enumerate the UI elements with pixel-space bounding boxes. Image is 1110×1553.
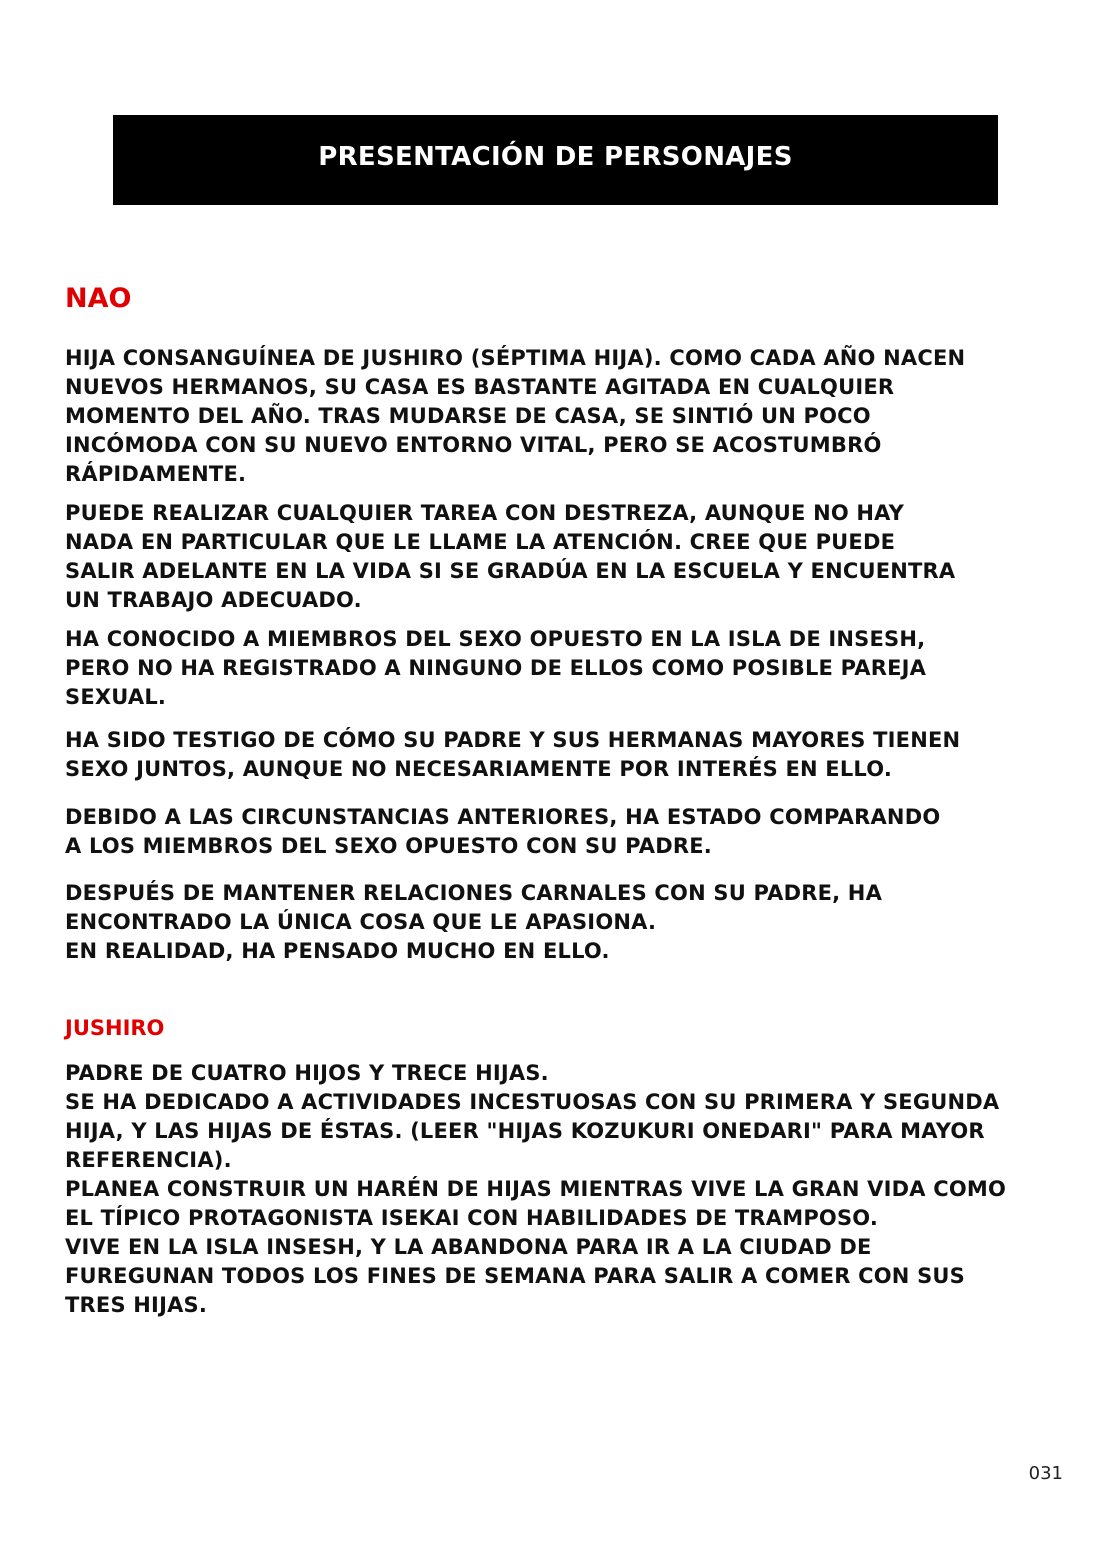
nao-paragraph-6 bbox=[65, 879, 1075, 966]
nao-bio-text: HIJA CONSANGUÍNEA DE JUSHIRO (SÉPTIMA HIJA). COMO CADA AÑO NACEN NUEVOS HERMANOS, SU CASA ES BASTANTE AGITADA EN CUALQUIER MOMENTO DEL AÑO. TRAS MUDARSE DE CASA, SE SINTIÓ UN POCO INCÓMODA CON SU NUEVO ENTORNO VITAL, PERO SE ACOSTUMBRÓ RÁPIDAMENTE. bbox=[65, 346, 966, 486]
nao-bio-text: HA CONOCIDO A MIEMBROS DEL SEXO OPUESTO EN LA ISLA DE INSESH, PERO NO HA REGISTRADO A NINGUNO DE ELLOS COMO POSIBLE PAREJA SEXUAL. bbox=[65, 627, 927, 709]
jushiro-paragraph-1 bbox=[65, 1059, 1075, 1320]
nao-paragraph-5 bbox=[65, 803, 1075, 861]
nao-paragraph-3 bbox=[65, 625, 1075, 712]
character-name-jushiro: JUSHIRO bbox=[65, 1016, 165, 1040]
character-section-jushiro bbox=[65, 1016, 1075, 1040]
title-banner bbox=[113, 115, 998, 205]
nao-paragraph-4 bbox=[65, 726, 1075, 784]
nao-bio-text: DESPUÉS DE MANTENER RELACIONES CARNALES CON SU PADRE, HA ENCONTRADO LA ÚNICA COSA QUE LE APASIONA. EN REALIDAD, HA PENSADO MUCHO EN ELLO. bbox=[65, 881, 883, 963]
nao-bio-text: HA SIDO TESTIGO DE CÓMO SU PADRE Y SUS HERMANAS MAYORES TIENEN SEXO JUNTOS, AUNQUE NO NECESARIAMENTE POR INTERÉS EN ELLO. bbox=[65, 728, 961, 781]
character-section-nao bbox=[65, 283, 1075, 314]
page-title: PRESENTACIÓN DE PERSONAJES bbox=[318, 142, 793, 172]
character-name-nao: NAO bbox=[65, 283, 132, 314]
nao-bio-text: PUEDE REALIZAR CUALQUIER TAREA CON DESTREZA, AUNQUE NO HAY NADA EN PARTICULAR QUE LE LLAME LA ATENCIÓN. CREE QUE PUEDE SALIR ADELANTE EN LA VIDA SI SE GRADÚA EN LA ESCUELA Y ENCUENTRA UN TRABAJO ADECUADO. bbox=[65, 501, 956, 612]
nao-paragraph-1 bbox=[65, 344, 1075, 489]
nao-bio-text: DEBIDO A LAS CIRCUNSTANCIAS ANTERIORES, HA ESTADO COMPARANDO A LOS MIEMBROS DEL SEXO OPUESTO CON SU PADRE. bbox=[65, 805, 941, 858]
jushiro-bio-text: PADRE DE CUATRO HIJOS Y TRECE HIJAS. SE HA DEDICADO A ACTIVIDADES INCESTUOSAS CON SU PRIMERA Y SEGUNDA HIJA, Y LAS HIJAS DE ÉSTAS. (LEER "HIJAS KOZUKURI ONEDARI" PARA MAYOR REFERENCIA). PLANEA CONSTRUIR UN HARÉN DE HIJAS MIENTRAS VIVE LA GRAN VIDA COMO EL TÍPICO PROTAGONISTA ISEKAI CON HABILIDADES DE TRAMPOSO. VIVE EN LA ISLA INSESH, Y LA ABANDONA PARA IR A LA CIUDAD DE FUREGUNAN TODOS LOS FINES DE SEMANA PARA SALIR A COMER CON SUS TRES HIJAS. bbox=[65, 1061, 1007, 1317]
page-number: 031 bbox=[1028, 1463, 1063, 1484]
nao-paragraph-2 bbox=[65, 499, 1075, 615]
